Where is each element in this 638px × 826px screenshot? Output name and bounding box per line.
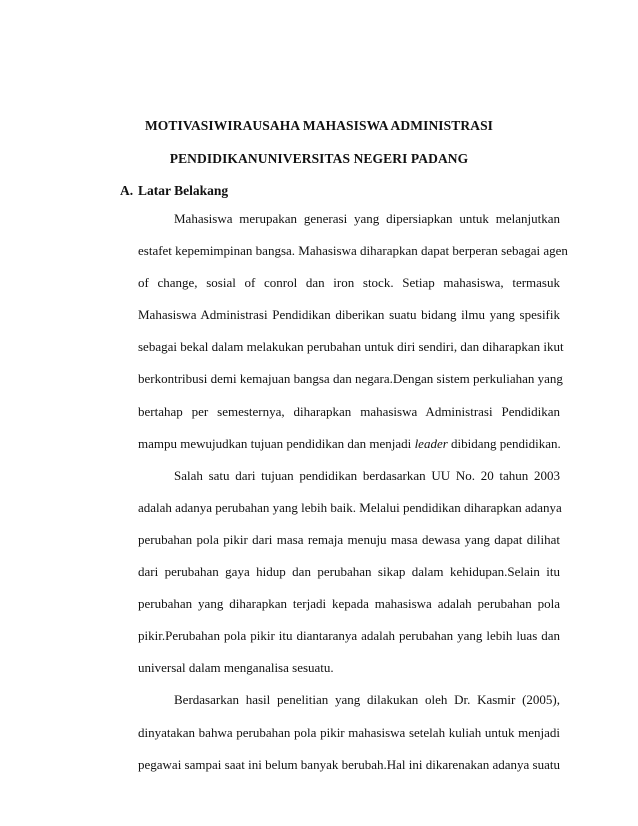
text-segment: mampu mewujudkan tujuan pendidikan dan menjadi (138, 435, 412, 451)
text-line: Mahasiswa merupakan generasi yang dipersiapkan untuk melanjutkan (174, 211, 560, 226)
text-line: Berdasarkan hasil penelitian yang dilakukan oleh Dr. Kasmir (2005), (174, 692, 560, 708)
body-text (138, 211, 568, 789)
text-line: sebagai bekal dalam melakukan perubahan untuk diri sendiri, dan diharapkan ikut (138, 339, 564, 355)
section-number: A. (120, 183, 134, 198)
document-title-line-1: MOTIVASIWIRAUSAHA MAHASISWA ADMINISTRASI (144, 118, 494, 133)
text-line: dinyatakan bahwa perubahan pola pikir mahasiswa setelah kuliah untuk menjadi (138, 724, 560, 740)
text-line: adalah adanya perubahan yang lebih baik. Melalui pendidikan diharapkan adanya (138, 499, 562, 515)
section-heading (120, 183, 228, 199)
text-line: estafet kepemimpinan bangsa. Mahasiswa diharapkan dapat berperan sebagai agen (138, 243, 568, 259)
text-line: dari perubahan gaya hidup dan perubahan sikap dalam kehidupan.Selain itu (138, 564, 560, 580)
text-line: perubahan pola pikir dari masa remaja menuju masa dewasa yang dapat dilihat (138, 531, 560, 547)
document-title-line-2: PENDIDIKANUNIVERSITAS NEGERI PADANG (169, 151, 469, 166)
text-segment: dibidang pendidikan. (447, 435, 561, 451)
text-line: pikir.Perubahan pola pikir itu diantaranya adalah perubahan yang lebih luas dan (138, 628, 560, 644)
italic-word: leader (414, 435, 448, 451)
text-line: Salah satu dari tujuan pendidikan berdasarkan UU No. 20 tahun 2003 (174, 467, 560, 483)
text-line: bertahap per semesternya, diharapkan mahasiswa Administrasi Pendidikan (138, 403, 560, 419)
text-line (138, 436, 560, 468)
text-line: pegawai sampai saat ini belum banyak berubah.Hal ini dikarenakan adanya suatu (138, 756, 560, 772)
text-line: Mahasiswa Administrasi Pendidikan diberikan suatu bidang ilmu yang spesifik (138, 307, 560, 323)
text-line: perubahan yang diharapkan terjadi kepada mahasiswa adalah perubahan pola (138, 596, 560, 612)
text-line: universal dalam menganalisa sesuatu. (138, 660, 334, 676)
text-line: of change, sosial of conrol dan iron stock. Setiap mahasiswa, termasuk (138, 275, 560, 291)
section-heading-text: Latar Belakang (138, 183, 229, 198)
text-line: berkontribusi demi kemajuan bangsa dan negara.Dengan sistem perkuliahan yang (138, 371, 563, 387)
